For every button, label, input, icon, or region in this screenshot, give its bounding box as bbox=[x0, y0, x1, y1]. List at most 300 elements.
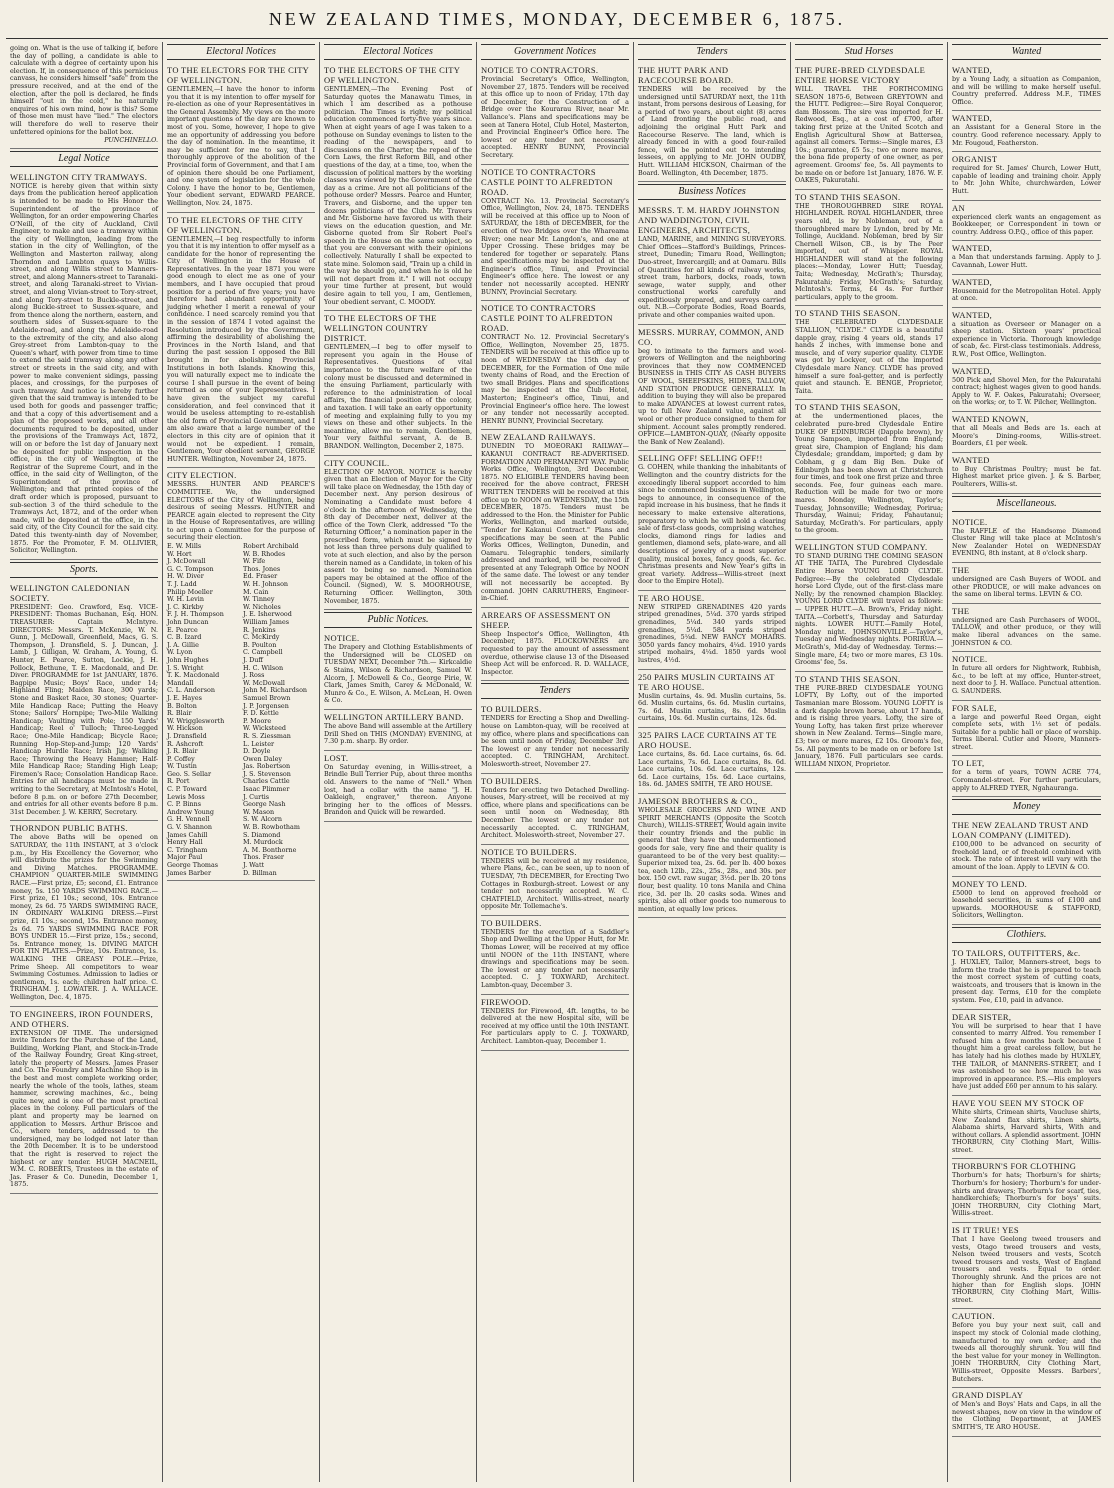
committee-name: W. Mason bbox=[243, 807, 275, 816]
ad-title: THE bbox=[952, 605, 970, 616]
ad-body: CONTRACT No. 13. Provincial Secretary's Office, Wellington, Nov. 24, 1875. TENDERS will be received at this office up to Noon of SATURDAY, the 18th of DECEMBER, for the erection of two Bridges over the Whareama River; one near Mr. Langdon's, and one at Upper Crossing. These bridges may be tendered for together or separately. Plans and specifications may be inspected at the Engineer's office, Tinui, and Provincial Engineer's office here. The lowest or any tender not necessarily accepted. HENRY BUNNY, Provincial Secretary. bbox=[481, 196, 629, 296]
ad-body: TENDERS for the erection of a Saddler's Shop and Dwelling at the Upper Hutt, for Mr. Thomas Lower, will be received at my office until NOON of the 11th INSTANT, where drawings and specifications may be seen. The lowest or any tender not necessarily accepted. C. J. TOXWARD, Architect. Lambton-quay, December 3. bbox=[481, 927, 629, 990]
committee-name: John M. Richardson bbox=[243, 686, 308, 695]
committee-name: C. B. Izard bbox=[167, 633, 202, 642]
committee-name: D. Billman bbox=[243, 868, 277, 877]
committee-name: P. Moore bbox=[243, 716, 272, 725]
advertisement bbox=[481, 63, 629, 165]
ad-body: NOTICE is hereby given that within sixty days from the publication hereof application is intended to be made to His Honor the Superintendent of the province of Wellington, for an order empowering Charles O'Neill, of the city of Auckland, Civil Engineer, to make and use a tramway within the city of Wellington, leading from the station in the city of Wellington, of the Wellington and Masterton railway, along Thorndon and Lambton quays to Willis-street, and along Willis street to Manners-street, and along Manners-street to Taranaki-street, and along Taranaki-street to Vivian-street, and along Vivian-street to Tory-street, and along Tory-street to Buckle-street, and along Buckle-street to Sussex-square, and from thence along the northern, eastern, and southern sides of Sussex-square to the Adelaide-road, and along the Adelaide-road to the extremity of the city, and also along Grey-street from Lambton-quay to the Queen's wharf, with power from time to time to extend the said tramway along any other street or streets in the said city, and with power to make convenient sidings, passing places, and crossings, for the purposes of such tramway. And notice is hereby further given that the said tramway is intended to be used both for goods and passenger traffic; and that a copy of this advertisement and a plan of the proposed works, and all other documents required to be deposited, under the provisions of the Tramways Act, 1872, will on or before the 1st day of January next be deposited for public inspection in the office, in the city of Wellington, of the Registrar of the Supreme Court, and in the office, in the said city of Wellington, of the Superintendent of the province of Wellington; and that printed copies of the draft order which is proposed, pursuant to sub-section 3 of the third schedule to the Tramways Act, 1872, and of the order when made, will be deposited at the office, in the said city, of the City Council for the said city. Dated this twenty-ninth day of November, 1875. For the Promoter, F. M. OLLIVIER, Solicitor, Wellington. bbox=[10, 181, 158, 555]
advertisement bbox=[481, 916, 629, 995]
committee-name: R. S. Ziessman bbox=[243, 731, 291, 740]
newspaper-columns bbox=[6, 42, 1108, 1482]
ad-title: ARREARS OF ASSESSMENT ON SHEEP. bbox=[481, 609, 611, 630]
ad-title: TE ARO HOUSE. bbox=[638, 592, 705, 603]
committee-name: J. Curtis bbox=[243, 792, 270, 801]
ad-title: TO THE ELECTORS OF THE WELLINGTON COUNTRY DISTRICT. bbox=[324, 313, 437, 344]
ad-body: TENDERS will be received at my residence, where Plans, &c., can be seen, up to noon of TUESDAY, 7th DECEMBER, for Erecting Two Cottages in Roxburgh-street. Lowest or any tender not necessarily accepted. W. C. CHATFIELD, Architect. Willis-street, nearly opposite Mr. Tollemache's. bbox=[481, 856, 629, 911]
advertisement bbox=[952, 1388, 1101, 1436]
ad-body: You will be surprised to hear that I have consented to marry Alfred. You remember I refused him a few months back because I thought him a great careless fellow, but he has lately had his clothes made by HUXLEY, THE TAILOR, of MANNERS-STREET, and I was astonished to see how much he was improved in appearance. P.S.—His employers have just added £60 per annum to his salary. bbox=[952, 1021, 1101, 1091]
committee-name: Owen Daley bbox=[243, 754, 283, 763]
advertisement bbox=[638, 728, 786, 794]
committee-name: Henry Hall bbox=[167, 838, 203, 847]
committee-name: C. P. Toward bbox=[167, 785, 207, 794]
ad-body: DUNEDIN TO MOEORAKI RAILWAY— KAKANUI CONTRACT RE-ADVERTISED. FORMATION AND PERMANENT WAY. Public Works Office, Wellington, 3rd December, 1875. NO ELIGIBLE TENDERS having been received for the above contract, FRESH WRITTEN TENDERS will be received at this office up to NOON on WEDNESDAY, the 15th DECEMBER, 1875. Tenders must be addressed to the Hon. the Minister for Public Works, Wellington, and marked outside, "Tender for Kakanui Contract." Plans and specifications may be seen at the Public Works Offices, Wellington, Dunedin, and Oamaru. Telegraphic tenders, similarly addressed and marked, will be received if presented at any Telegraph Office by NOON of the same date. The lowest or any tender will not necessarily be accepted. By command. JOHN CARRUTHERS, Engineer-in-Chief. bbox=[481, 442, 629, 603]
committee-name: James Cahill bbox=[167, 830, 208, 839]
ad-title: WANTED, bbox=[952, 276, 993, 287]
ad-body: GENTLEMEN,—The Evening Post of Saturday quotes the Manawatu Times, in which I am described as a pothouse politician. The Times is right; my political education commenced forty-five years since. When at eight years of age I was taken to a pothouse on Sunday evenings to listen to the reading of the newspapers, and to discussions on the Charter, the repeal of the Corn Laws, the first Reform Bill, and other questions of the day, at a time, too, when the discussion of political matters by the working classes was viewed by the Government of the day as a crime. Are not all politicians of the pothouse order? Messrs. Pearce and Hunter, Travers, and Gisborne, and the upper ten dozens politicians of the Club. Mr. Travers and Mr. Gisborne have favored us with their views on the education question, and Mr. Gisborne quoted from Sir Robert Peel's speech in the House on the same subject, so that you are conversant with their opinions collectively. Naturally I shall be expected to state mine. Solomon said, "Train up a child in the way he should go, and when he is old he will not depart from it." I will not occupy your time further at present, but would desire again to tell you, I am, Gentlemen, Your obedient servant, C. MOODY. bbox=[324, 85, 472, 306]
committee-name: J. A. Gillie bbox=[167, 640, 199, 649]
ad-body: Muslin curtains, 4s. 9d. Muslin curtains, 5s. 6d. Muslin curtains, 6s. 6d. Muslin curtains, 7s. 6d. Muslin curtains, 8s. 6d. Muslin curtains, 10s. 6d. Muslin curtains, 12s. 6d. bbox=[638, 691, 786, 723]
ad-title: FOR SALE, bbox=[952, 702, 997, 713]
committee-name: T. J. Ladd bbox=[167, 580, 197, 589]
ad-body: that all Meals and Beds are 1s. each at Moore's Dining-rooms, Willis-street. Boarders, £1 per week. bbox=[952, 424, 1101, 448]
ad-body: PRESIDENT: Geo. Crawford, Esq. VICE-PRESIDENT: Thomas Buchanan, Esq. HON. TREASURER: Captain McIntyre. DIRECTORS: Messrs. T. McKenzie, W. N. Gunn, J. McDowall, Greenfield, Macs, G. S. Thompson, J. Dransfield, S. J. Duncan, J. Lamb, J. Gilligan, W. Graham, A. Young, G. Hunter, E. Pearce, Sutton, Lockie, J. H. Pollock, Bethune, T. E. Macdonald, and Dr. Diver. PROGRAMME for 1st JANUARY, 1876. Bagpipe Music; Boys' Race, under 14; Highland Fling; Maiden Race, 300 yards; Stone and Basket Race, 30 stones; Quarter-Mile Handicap Race; Putting the Heavy Stone; Sailors' Hornpipe; Two-Mile Walking Handicap; Vaulting with Pole; 150 Yards' Handicap; Reel o' Tulloch; Three-Legged Race; One-Mile Handicap; Bicycle Race; Running Hop-Step-and-Jump; 120 Yards' Handicap Hurdle Race; Irish Jig; Walking Race; Throwing the Heavy Hammer; Half-Mile Handicap Race; Standing High Leap; Firemen's Race; Consolation Handicap Race. Entries for all handicaps must be made in writing to the Secretary, at McIntosh's Hotel, before 8 p.m. on or before 27th December, and entries for all other events before 8 p.m. 31st December. J. W. KERRY, Secretary. bbox=[10, 602, 158, 816]
section-heading: Electoral Notices bbox=[324, 44, 472, 60]
section-heading: Business Notices bbox=[638, 184, 786, 200]
ad-title: FIREWOOD. bbox=[481, 996, 531, 1007]
advertisement bbox=[481, 995, 629, 1051]
committee-name: M. Cain bbox=[243, 587, 269, 596]
committee-name: C. Tringham bbox=[167, 845, 208, 854]
ad-body: On Saturday evening, in Willis-street, a Brindle Bull Terrier Pup, about three months old. Answers to the name of "Nell." When lost, had a collar with the name "J. H. Oakleigh, engraver," thereon. Anyone bringing her to the offices of Messrs. Brandon and Quick will be rewarded. bbox=[324, 762, 472, 817]
committee-name: C. L. Anderson bbox=[167, 686, 215, 695]
advertisement bbox=[10, 42, 158, 149]
advertisement bbox=[952, 364, 1101, 412]
advertisement bbox=[481, 845, 629, 916]
ad-title: NOTICE TO BUILDERS. bbox=[481, 846, 577, 857]
advertisement bbox=[952, 756, 1101, 797]
ad-signature: PUNCHINELLO. bbox=[104, 136, 158, 145]
committee-name: Charles Cattle bbox=[243, 777, 290, 786]
advertisement bbox=[167, 63, 315, 213]
ad-body: undersigned are Cash Purchasers of WOOL, TALLOW, and other produce, or they will make liberal advances on the same. JOHNSTON & CO. bbox=[952, 615, 1101, 647]
ad-body: by a Young Lady, a situation as Companion, and will be willing to make herself useful. Country preferred. Address M.F., TIMES Office. bbox=[952, 75, 1101, 106]
advertisement bbox=[952, 563, 1101, 604]
committee-name: Thos. Fraser bbox=[243, 853, 284, 862]
ad-title: LOST. bbox=[324, 752, 349, 763]
committee-name: C. P. Binns bbox=[167, 800, 202, 809]
advertisement bbox=[638, 591, 786, 670]
advertisement bbox=[952, 201, 1101, 242]
ad-title: NOTICE TO CONTRACTORS CASTLE POINT TO ALFREDTON ROAD. bbox=[481, 166, 613, 197]
advertisement bbox=[795, 540, 943, 672]
ad-title: TO THE ELECTORS OF THE CITY OF WELLINGTON. bbox=[324, 65, 460, 85]
committee-name: J. Dransfield bbox=[167, 731, 207, 740]
advertisement bbox=[638, 670, 786, 728]
advertisement bbox=[952, 946, 1101, 1010]
ad-body: a large and powerful Reed Organ, eight complete sets, with 1½ set of pedals. Suitable for a public hall or place of worship. Terms liberal. Cutler and Moore, Manners-street. bbox=[952, 712, 1101, 751]
advertisement bbox=[795, 672, 943, 774]
ad-title: NEW ZEALAND RAILWAYS. bbox=[481, 432, 596, 443]
advertisement bbox=[638, 63, 786, 182]
committee-name: J. McDowall bbox=[167, 557, 206, 566]
advertisement bbox=[952, 1096, 1101, 1160]
column-4 bbox=[477, 42, 634, 1482]
section-heading: Legal Notice bbox=[10, 151, 158, 167]
section-heading: Miscellaneous. bbox=[952, 496, 1101, 512]
ad-title: TO TAILORS, OUTFITTERS, &c. bbox=[952, 948, 1081, 958]
ad-body: Sheep Inspector's Office, Wellington, 4th December, 1875. FLOCKOWNERS are requested to pay the amount of assessment overdue, otherwise clause 13 of the Diseased Sheep Act will be enforced. R. D. WALLACE, Inspector. bbox=[481, 629, 629, 676]
column-3 bbox=[320, 42, 477, 1482]
ad-title: WELLINGTON STUD COMPANY. bbox=[795, 541, 928, 552]
ad-title: NOTICE TO CONTRACTORS CASTLE POINT TO ALFREDTON ROAD. bbox=[481, 303, 613, 334]
ad-body: Before you buy your next suit, call and inspect my stock of Colonial made clothing, manufactured to my own order; and the tweeds all thoroughly shrunk. You will find the best value for your money in Wellington. JOHN THORBURN, City Clothing Mart, Willis-street, Opposite Messrs. Barbers', Butchers. bbox=[952, 1321, 1101, 1383]
ad-body: at the undermentioned places, the celebrated pure-bred Clydesdale Entire DUKE OF EDINBURGH (Dapple brown), by Young Sampson, imported from England; great sire, Champion of England; his dam Clydesdale; granddam, imported; g dam by Cobham, g g dam Big Ben. Duke of Edinburgh has been shown at Christchurch four times, and took one first prize and three seconds. Fee, four guineas each mare. Reduction will be made for two or more mares. Monday, Wellington, Taylor's; Tuesday, Johnsonville; Wednesday, Porirua; Thursday, Wainui; Friday, Pahautanui; Saturday, McGrath's. For particulars, apply to the groom. bbox=[795, 412, 943, 535]
ad-body: That I have Geelong tweed trousers and vests, Otago tweed trousers and vests, Nelson tweed trousers and vests, Scotch tweed trousers and vests, West of England trousers and vests. Equal to order. Thoroughly shrunk. And the prices are not higher than for English slops. JOHN THORBURN, City Clothing Mart, Willis-street. bbox=[952, 1235, 1101, 1304]
column-6 bbox=[791, 42, 948, 1482]
advertisement bbox=[638, 794, 786, 918]
section-heading: Sports. bbox=[10, 562, 158, 578]
committee-name: John Duncan bbox=[167, 618, 209, 626]
section-heading: Tenders bbox=[481, 683, 629, 699]
committee-name: R. Blair bbox=[167, 709, 192, 718]
ad-body: White shirts, Crimean shirts, Vaucluse shirts, New Zealand flax shirts, Linen shirts, Alabama shirts, Harvard shirts, With and without collars. A splendid assortment. JOHN THORBURN, City Clothing Mart, Willis-street. bbox=[952, 1107, 1101, 1154]
committee-name: G. V. Shannon bbox=[167, 823, 212, 832]
ad-title: THE PURE-BRED CLYDESDALE ENTIRE HORSE VICTORY bbox=[795, 65, 926, 85]
committee-name: J. P. Jorgensen bbox=[243, 701, 289, 710]
ad-title: GRAND DISPLAY bbox=[952, 1390, 1024, 1401]
ad-body: GENTLEMEN,—I beg to offer myself to represent you again in the House of Representatives. Questions of vital importance to the future welfare of the colony must be discussed and determined in the ensuing Parliament, particularly with reference to the administration of local affairs, the financial position of the colony, and taxation. I will take an early opportunity of meeting and explaining fully to you my views on these and other subjects. In the meantime, allow me to remain, Gentlemen, Your very faithful servant, A. de B. BRANDON. Wellington, December 2, 1875. bbox=[324, 343, 472, 450]
advertisement bbox=[952, 818, 1101, 876]
section-heading: Money bbox=[952, 799, 1101, 815]
ad-body: ELECTION OF MAYOR. NOTICE is hereby given that an Election of Mayor for the City will take place on Wednesday, the 15th day of December next. Any person desirous of Nominating a Candidate must before 4 o'clock in the afternoon of Wednesday, the 8th day of December next, deliver at the office of the Town Clerk, addressed "To the Returning Officer," a nomination paper in the prescribed form, which must be signed by not less than three persons duly qualified to vote at such election, and also by the person therein named as a Candidate, in token of his assent to being so named. Nomination papers may be obtained at the office of the Council. (Signed), W. S. MOORHOUSE, Returning Officer. Wellington, 30th November, 1875. bbox=[324, 467, 472, 605]
advertisement bbox=[952, 701, 1101, 757]
ad-body: an Assistant for a General Store in the country. Good reference necessary. Apply to Mr. Fougoud, Featherston. bbox=[952, 123, 1101, 147]
ad-title: AN bbox=[952, 202, 965, 213]
section-heading: Wanted bbox=[952, 44, 1101, 60]
ad-title: TO BUILDERS. bbox=[481, 704, 542, 715]
ad-body: EXTENSION OF TIME. The undersigned invite Tenders for the Purchase of the Land, Building, Working Plant, and Stock-in-Trade of the Railway Foundry, Great King-street, lately the property of Messrs. James Fraser and Co. The Foundry and Machine Shop is in the best and most complete working order, nearly the whole of the tools, lathes, steam hammer, screwing machines, &c., being quite new, and is one of the most practical places in the colony. Full particulars of the plant and property may be learned on application to Messrs. Arthur Briscoe and Co., where tenders, addressed to the undersigned, may be lodged not later than the 20th December. It is to be understood that the right is reserved to reject the highest or any tender. HUGH MACNEIL, W.M. C. ROBERTS, Trustees in the estate of Jas. Fraser & Co. Dunedin, December 1, 1875. bbox=[10, 1028, 158, 1189]
advertisement bbox=[324, 63, 472, 311]
ad-body: 500 Pick and Shovel Men, for the Pakuratahi contract; highest wages given to good hands. Apply to W. F. Oakes, Pakuratahi; Overseer, on the works; or, to T. W. Pilcher, Wellington. bbox=[952, 375, 1101, 407]
ad-body: beg to intimate to the farmers and wool-growers of Wellington and the neighboring provinces that they now COMMENCED BUSINESS in THIS CITY AS CASH BUYERS OF WOOL, SHEEPSKINS, HIDES, TALLOW, AND STATION PRODUCE GENERALLY. In addition to buying they will also be prepared to make ADVANCES at lowest current rates, up to full New Zealand value, against all wool or other produce consigned to them for shipment. Account sales promptly rendered. OFFICE—LAMBTON-QUAY, (Nearly opposite the Bank of New Zealand). bbox=[638, 346, 786, 446]
advertisement bbox=[952, 1223, 1101, 1309]
committee-names bbox=[167, 543, 315, 877]
advertisement bbox=[10, 170, 158, 560]
advertisement bbox=[10, 1007, 158, 1194]
ad-title: 325 PAIRS LACE CURTAINS AT TE ARO HOUSE. bbox=[638, 730, 777, 750]
advertisement bbox=[952, 1309, 1101, 1388]
ad-title: TO THE ELECTORS FOR THE CITY OF WELLINGTON. bbox=[167, 65, 309, 85]
committee-name: James Barber bbox=[167, 868, 212, 877]
column-2 bbox=[163, 42, 320, 1482]
ad-title: THE NEW ZEALAND TRUST AND LOAN COMPANY (LIMITED). bbox=[952, 820, 1089, 841]
ad-title: WANTED, bbox=[952, 65, 993, 75]
advertisement bbox=[481, 774, 629, 845]
advertisement bbox=[481, 608, 629, 682]
ad-body: The Drapery and Clothing Establishments of the Undersigned will be CLOSED on TUESDAY NEXT, December 7th.— Kirkcaldie & Stains, Wilson & Richardson, Samuel W. Alcorn, J. McDowell & Co., George Pirie, W. Clark, James Smith, Carey & McDonald, W. Munro & Co., E. Wilson, A. McLean, H. Owen & Co. bbox=[324, 643, 472, 705]
ad-body: TO STAND DURING THE COMING SEASON AT THE TAITA, The Purebred Clydesdale Entire Horse YOUNG LORD CLYDE. Pedigree:—By the celebrated Clydesdale horse Lord Clyde, out of the first-class mare Nelly; by the renowned champion Blackley. YOUNG LORD CLYDE will travel as follows:— UPPER HUTT.—A. Brown's, Friday night. TAITA.—Corbett's, Thursday and Saturday nights. LOWER HUTT.—Family Hotel, Monday night. JOHNSONVILLE.—Taylor's, Tuesday and Wednesday nights. PORIRUA.—McGrath's, Mid-day of Wednesday. Terms:—Single mare, £4; two or more mares, £3 10s. Grooms' fee, 5s. bbox=[795, 551, 943, 667]
committee-name: Robert Archibald bbox=[243, 542, 299, 551]
advertisement bbox=[324, 710, 472, 751]
ad-title: THE bbox=[952, 564, 970, 575]
committee-name: P. Coffey bbox=[167, 754, 195, 763]
committee-name: F. J. H. Thompson bbox=[167, 610, 224, 619]
ad-title: IS IT TRUE! YES bbox=[952, 1225, 1019, 1236]
ad-title: WANTED KNOWN, bbox=[952, 414, 1029, 425]
committee-name: A. M. Bonthorne bbox=[243, 845, 297, 854]
committee-name: Samuel Brown bbox=[243, 693, 291, 702]
committee-name: Andrew Young bbox=[167, 807, 214, 816]
ad-title: TO STAND THIS SEASON. bbox=[795, 308, 901, 319]
committee-name: Isaac Plimmer bbox=[243, 785, 290, 794]
ad-body: The RAFFLE of the Handsome Diamond Cluster Ring will take place at McIntosh's New Zealander Hotel on WEDNESDAY EVENING, 8th instant, at 8 o'clock sharp. bbox=[952, 526, 1101, 558]
advertisement bbox=[481, 430, 629, 607]
committee-name: J. R. Blair bbox=[167, 747, 198, 756]
advertisement bbox=[324, 456, 472, 611]
committee-name: Mandall bbox=[167, 678, 194, 687]
committee-name: H. W. Diver bbox=[167, 572, 204, 581]
advertisement bbox=[324, 311, 472, 455]
committee-name: E. Pearce bbox=[167, 625, 198, 634]
committee-name: J. Duff bbox=[243, 655, 263, 664]
advertisement bbox=[481, 301, 629, 430]
advertisement bbox=[324, 631, 472, 710]
ad-title: HAVE YOU SEEN MY STOCK OF bbox=[952, 1097, 1084, 1108]
committee-name: W. B. Rowbotham bbox=[243, 823, 300, 832]
advertisement bbox=[10, 581, 158, 822]
committee-name: C. McKirdy bbox=[243, 633, 280, 642]
committee-name: J. E. Isherwood bbox=[243, 610, 292, 619]
ad-title: MONEY TO LEND. bbox=[952, 878, 1028, 889]
ad-body: to Buy Christmas Poultry; must be fat. Highest market price given. J. & S. Barber, Poulterers, Willis-st. bbox=[952, 464, 1101, 488]
committee-name: Lewis Moss bbox=[167, 792, 205, 801]
ad-body: TENDERS for Firewood, 4ft. lengths, to be delivered at the new Hospital site, will be received at my office until the 10th INSTANT. For particulars apply to C. J. TOXWARD, Architect. Lambton-quay, December 1. bbox=[481, 1006, 629, 1045]
section-heading: Electoral Notices bbox=[167, 44, 315, 60]
advertisement bbox=[952, 604, 1101, 652]
ad-body: The above Band will assemble at the Artillery Drill Shed on THIS (MONDAY) EVENING, at 7.30 p.m. sharp. By order. bbox=[324, 721, 472, 746]
section-heading: Stud Horses bbox=[795, 44, 943, 60]
section-heading: Public Notices. bbox=[324, 612, 472, 628]
ad-body: TENDERS for Erecting a Shop and Dwelling-house on Lambton-quay, will be received at my office, where plans and specifications can be seen until noon of Friday, December 3rd. The lowest or any tender not necessarily accepted. C. TRINGHAM, Architect. Molesworth-street, November 27. bbox=[481, 714, 629, 768]
ad-title: SELLING OFF! SELLING OFF!! bbox=[638, 453, 763, 464]
committee-name: John Hughes bbox=[167, 655, 209, 664]
advertisement bbox=[952, 652, 1101, 700]
ad-title: WELLINGTON ARTILLERY BAND. bbox=[324, 711, 464, 722]
ad-body: GENTLEMEN,—I have the honor to inform you that it is my intention to offer myself for re-election as one of your Representatives in the General Assembly. My views on the more important questions of the day are known to most of you. Some, however, I hope to give me an opportunity of addressing you before the day of nomination. In the meantime, it may be sufficient for me to say, that I thoroughly approve of the abolition of the Provincial form of Government, and that I am of opinion there should be one Parliament, and one system of legislation for the whole Colony. I have the honor to be, Gentlemen, Your obedient servant, EDWARD PEARCE. Wellington, Nov. 24, 1875. bbox=[167, 85, 315, 207]
committee-name: W. McDowall bbox=[243, 678, 285, 687]
committee-name: W. H. Levin bbox=[167, 595, 204, 604]
committee-name: R. Port bbox=[167, 777, 190, 786]
ad-title: NOTICE. bbox=[324, 633, 360, 644]
ad-body: In future all orders for Nightwork, Rubbish, &c., to be left at my office, Hunter-street, next door to J. H. Wallace. Punctual attention. G. SAUNDERS. bbox=[952, 664, 1101, 695]
committee-name: H. C. Wilson bbox=[243, 663, 284, 672]
ad-body: TENDERS will be received by the undersigned until SATURDAY next, the 11th instant, from persons desirous of Leasing, for a period of two years, about eight (8) acres of Land fronting the public road, and adjoining the original Hutt Park and Racecourse Reserve. The land, which is already fenced in with a good four-railed fence, will be pointed out to intending lessees, on applying to Mr. JOHN OUDBY, Hutt. WILLIAM HICKSON, Chairman of the Board. Wellington, 4th December, 1875. bbox=[638, 85, 786, 177]
ad-body: £5000 to lend on approved freehold or leasehold securities, in sums of £100 and upwards. MOORHOUSE & STAFFORD, Solicitors, Wellington. bbox=[952, 888, 1101, 920]
committee-name: W. Lyon bbox=[167, 648, 193, 657]
committee-name: B. Poulton bbox=[243, 640, 277, 649]
committee-name: J. S. Stevenson bbox=[243, 769, 291, 778]
advertisement bbox=[481, 702, 629, 773]
ad-body: Thorburn's for hats; Thorburn's for shirts; Thorburn's for hosiery; Thorburn's for under-shirts and drawers; Thorburn's for scarf, ties, handkerchiefs; Thorburn's for boys' suits. JOHN THORBURN, City Clothing Mart, Willis-street. bbox=[952, 1171, 1101, 1218]
ad-body: NEW STRIPED GRENADINES 420 yards striped grenadines, 5¼d. 370 yards striped grenadines, 5¼d. 340 yards striped grenadines, 5¼d. 584 yards striped grenadines, 5¼d. NEW FANCY MOHAIRS. 3050 yards fancy mohairs, 4¼d. 1910 yards striped mohairs, 4¼d. 1850 yards wool lustres, 4½d. bbox=[638, 602, 786, 665]
advertisement bbox=[952, 1159, 1101, 1223]
advertisement bbox=[324, 751, 472, 822]
ad-body: MESSRS. HUNTER AND PEARCE'S COMMITTEE. We, the undersigned ELECTORS of the City of Wellington, being desirous of seeing Messrs. HUNTER and PEARCE again elected to represent the City in the House of Representatives, are willing to act upon a Committee for the purpose of securing their election. bbox=[167, 480, 315, 542]
ad-title: WANTED, bbox=[952, 309, 993, 320]
ad-body: G. COHEN, while thanking the inhabitants of Wellington and the country districts for the exceedingly liberal support accorded to him since he commenced business in Wellington, begs to announce, in consequence of the rapid increase in his business, that he finds it necessary to make extensive alterations, preparatory to which he will hold a clearing sale of first-class goods, comprising watches, clocks, diamond rings for ladies and gentlemen, diamond sets, plate-ware, and all descriptions of jewelry of a most superior quality, musical boxes, fancy goods, &c. &c. Christmas presents and New Year's gifts in great variety. Address—Willis-street (next door to the Empire Hotel). bbox=[638, 463, 786, 586]
ad-body: Provincial Secretary's Office, Wellington, November 27, 1875. Tenders will be received at this office up to noon of Friday, 17th day of December, for the Construction of a Bridge over the Kourarau River, near Mr. Vallance's. Plans and specifications may be seen at Tanera Hotel, Club Hotel, Masterton, and Provincial Engineer's Office here. The lowest or any tender not necessarily accepted. HENRY BUNNY, Provincial Secretary. bbox=[481, 75, 629, 159]
ad-body: GENTLEMEN,—I beg respectfully to inform you that it is my intention to offer myself as a candidate for the honor of representing the City of Wellington in the House of Representatives. In the year 1871 you were good enough to elect me as one of your members, and I have occupied that proud position for a period of five years; you have therefore had abundant opportunity of judging whether I merit a renewal of your confidence. I need scarcely remind you that in the session of 1874 I voted against the Resolution introduced by the Government, affirming the desirability of abolishing the Provinces in the North Island, and that during the past session I opposed the Bill brought in for abolishing Provincial Institutions in both Islands. Knowing this, you will naturally expect me to indicate the course I shall pursue in the event of being returned as one of your Representatives. I have given the subject my careful consideration, and feel convinced that it would be useless attempting to re-establish the old form of Provincial Government, and I am also aware that a large number of the electors in this city are of opinion that it would not be expedient. I remain, Gentlemen, Your obedient servant, GEORGE HUNTER. Wellington, November 24, 1875. bbox=[167, 234, 315, 463]
ad-body: of Men's and Boys' Hats and Caps, in all the newest shapes, now on view in the window of the Clothing Department, at JAMES SMITH'S, TE ARO HOUSE. bbox=[952, 1400, 1101, 1431]
committee-name: W. B. Rhodes bbox=[243, 549, 286, 558]
ad-body: a situation as Overseer or Manager on a sheep station. Sixteen years' practical experience in Victoria. Thorough knowledge of scab, &c. First-class testimonials. Address, R.W., Post Office, Wellington. bbox=[952, 319, 1101, 359]
committee-name: W. Tustin bbox=[167, 762, 197, 771]
advertisement bbox=[795, 400, 943, 540]
advertisement bbox=[795, 190, 943, 307]
ad-body: THE THOROUGHBRED SIRE ROYAL HIGHLANDER. ROYAL HIGHLANDER, three years old, is by Nobleman, out of a thoroughbred mare by Lyndon, bred by Mr. Tollinge, Auckland. Nobleman, bred by Sir Chernell Wilson, CB., is by The Peer imported, out of Whisper. ROYAL HIGHLANDER will stand at the following places:—Monday, Lower Hutt; Tuesday, Taita; Wednesday, McGrath's; Thursday, Pakuratahi; Friday, McGrath's; Saturday, McIntosh's. Terms, £4 4s. For further particulars, apply to the groom. bbox=[795, 201, 943, 301]
advertisement bbox=[795, 63, 943, 190]
advertisement bbox=[167, 213, 315, 469]
advertisement bbox=[10, 821, 158, 1006]
advertisement bbox=[952, 877, 1101, 925]
ad-title: MESSRS. MURRAY, COMMON, AND CO. bbox=[638, 326, 785, 347]
committee-name: W. Hort bbox=[167, 549, 192, 558]
column-1 bbox=[6, 42, 163, 1482]
advertisement bbox=[795, 306, 943, 400]
ad-title: WANTED bbox=[952, 454, 990, 465]
ad-title: CITY ELECTION. bbox=[167, 470, 237, 481]
ad-body: CONTRACT No. 12. Provincial Secretary's Office, Wellington, November 25, 1875. TENDERS will be received at this office up to noon of WEDNESDAY the 15th day of DECEMBER, for the Formation of One mile twenty chains of Road, and the Erection of two small Bridges. Plans and specifications may be inspected at the Club Hotel, Masterton; Engineer's office, Tinui, and Provincial Engineer's office here. The lowest or any tender not necessarily accepted. HENRY BUNNY, Provincial Secretary. bbox=[481, 333, 629, 425]
ad-title: TO ENGINEERS, IRON FOUNDERS, AND OTHERS. bbox=[10, 1008, 154, 1029]
committee-name: G. C. Tompson bbox=[167, 564, 214, 573]
ad-body: WILL TRAVEL THE FORTHCOMING SEASON 1875-6, Between GREYTOWN and the HUTT. Pedigree:—Sire Royal Conqueror, dam Blossom. The sire was imported for H. Redwood, Esq., at a cost of £700, after taking first prize at the United Scotch and English Agricultural Show at Battersea, against all comers. Terms:—Single mares, £3 10s.; guarantee, £5 5s.; two or more mares, the bona fide property of one owner, as per agreement. Grooms' fee, 5s. All payments to be made on or before 1st January, 1876. W. F. OAKES, Pakuratahi. bbox=[795, 85, 943, 185]
advertisement bbox=[481, 165, 629, 302]
ad-title: TO BUILDERS. bbox=[481, 917, 542, 928]
committee-name: Jas. Robertson bbox=[243, 762, 291, 771]
committee-name: S. Diamond bbox=[243, 830, 281, 839]
committee-name: William James bbox=[243, 618, 290, 626]
advertisement bbox=[952, 515, 1101, 563]
ad-title: WELLINGTON CALEDONIAN SOCIETY. bbox=[10, 582, 131, 603]
committee-name: J. C. Kirkby bbox=[167, 602, 204, 611]
section-heading: Tenders bbox=[638, 44, 786, 60]
ad-title: JAMESON BROTHERS & CO., bbox=[638, 795, 758, 806]
ad-title: TO STAND THIS SEASON, bbox=[795, 402, 901, 413]
ad-title: TO BUILDERS. bbox=[481, 775, 542, 786]
ad-title: TO STAND THIS SEASON. bbox=[795, 673, 901, 684]
committee-name: Philip Moeller bbox=[167, 587, 213, 596]
committee-name: W. Nicholes bbox=[243, 602, 281, 611]
advertisement bbox=[952, 152, 1101, 200]
ad-title: WANTED, bbox=[952, 113, 993, 124]
ad-title: ORGANIST bbox=[952, 154, 998, 165]
ad-title: THE HUTT PARK AND RACECOURSE BOARD. bbox=[638, 65, 734, 85]
committee-name: R. Ashcroft bbox=[167, 739, 204, 748]
ad-body: a Man that understands farming. Apply to J. Cavannah, Lower Hutt. bbox=[952, 253, 1101, 269]
ad-body: Lace curtains, 8s. 6d. Lace curtains, 6s. 6d. Lace curtains, 7s. 6d. Lace curtains, 8s. 6d. Lace curtains, 10s. 6d. Lace curtains, 12s. 6d. Lace curtains, 15s. 6d. Lace curtains, 18s. 6d. JAMES SMITH, TE ARO HOUSE. bbox=[638, 750, 786, 789]
ad-title: WANTED, bbox=[952, 365, 993, 376]
ad-body: Housemaid for the Metropolitan Hotel. Apply at once. bbox=[952, 286, 1101, 303]
ad-body: experienced clerk wants an engagement as Bookkeeper, or Correspondent in town or country. Address O.P.Q., office of this paper. bbox=[952, 212, 1101, 236]
committee-name: D. Doyle bbox=[243, 747, 271, 756]
advertisement bbox=[638, 203, 786, 325]
committee-name: Ed. Fraser bbox=[243, 572, 278, 581]
committee-name: R. Jenkins bbox=[243, 625, 276, 634]
advertisement bbox=[952, 308, 1101, 364]
column-7 bbox=[948, 42, 1105, 1482]
ad-body: LAND, MARINE, and MINING SURVEYORS. Chief Offices—Stafford's Buildings, Princes-street, Dunedin; Timaru Road, Wellington; Duo-street, Invercargill; and at Oamaru. Bills of Quantities for all kinds of railway works, street tram, harbors, docks, roads, town sewage, water supply, and other constructional works carefully and expeditiously prepared, and surveys carried out. N.B.—Corporate Bodies, Road Boards, private and other companies waited upon. bbox=[638, 235, 786, 320]
committee-name: George Thomas bbox=[167, 861, 219, 869]
committee-name: L. Leister bbox=[243, 739, 275, 748]
masthead-title: NEW ZEALAND TIMES, MONDAY, DECEMBER 6, 1875. bbox=[268, 9, 846, 29]
advertisement bbox=[952, 63, 1101, 111]
committee-name: Thos. Jones bbox=[243, 564, 281, 573]
committee-name: Geo. S. Sellar bbox=[167, 769, 212, 778]
ad-title: TO THE ELECTORS OF THE CITY OF WELLINGTON. bbox=[167, 214, 303, 235]
ad-body: J. HUXLEY, Tailor, Manners-street, begs to inform the trade that he is prepared to teach the most correct system of cutting coats, waistcoats, and trousers that is known in the present day. Terms, £10 for the complete system. Fee, £10, paid in advance. bbox=[952, 958, 1101, 1004]
ad-title: THORNDON PUBLIC BATHS. bbox=[10, 823, 128, 834]
committee-name: W. Wicksteed bbox=[243, 724, 286, 733]
ad-title: NOTICE TO CONTRACTORS. bbox=[481, 65, 599, 75]
committee-name: G. H. Vennell bbox=[167, 815, 210, 824]
committee-name: W. Hickson bbox=[167, 724, 203, 733]
column-5 bbox=[634, 42, 791, 1482]
section-heading: Clothiers. bbox=[952, 927, 1101, 943]
committee-name: Major Paul bbox=[167, 853, 203, 862]
ad-body: for a term of years, TOWN ACRE 774, Coromandel-street. For further particulars, apply to ALFRED TYER, Ngahauranga. bbox=[952, 768, 1101, 792]
ad-body: going on. What is the use of talking if, before the day of polling, a candidate is able to calculate with a degree of certainty upon his election. If, in consequence of this pernicious canvass, he considers himself "safe" from the pressure received, and at the end of the election, after the poll is declared, he finds himself "out in the cold," he naturally enquires of his own mind, how is this? Some of those men must have "lied." The electors will therefore do well to reserve their unfettered opinions for the ballot box. bbox=[10, 44, 158, 136]
committee-name: J. Watt bbox=[243, 861, 265, 869]
ad-body: £100,000 to be advanced on security of freehold land, or of freehold combined with stock. The rate of interest will vary with the amount of the loan. Apply to LEVIN & CO. bbox=[952, 840, 1101, 872]
ad-body: THE PURE-BRED CLYDESDALE YOUNG LOFTY, By Lofty, out of the imported Tasmanian mare Blossom. YOUNG LOFTY is a dark dapple brown horse, about 17 hands, and is rising three years. Lofty, the sire of Young Lofty, has taken first prize wherever shown in New Zealand. Terms—Single mare, £3; two or more mares, £2 10s. Groom's fee, 5s. All payments to be made on or before 1st January, 1876. Full particulars see cards. WILLIAM NIXON, Proprietor. bbox=[795, 683, 943, 768]
ad-title: DEAR SISTER, bbox=[952, 1011, 1012, 1022]
committee-name: J. Ross bbox=[243, 671, 265, 680]
advertisement bbox=[167, 468, 315, 881]
committee-name: S. W. Alcorn bbox=[243, 815, 282, 824]
ad-title: NOTICE. bbox=[952, 654, 988, 665]
ad-title: 250 PAIRS MUSLIN CURTAINS AT TE ARO HOUSE. bbox=[638, 671, 775, 692]
masthead-rule bbox=[6, 38, 1108, 39]
committee-name: J. S. Wright bbox=[167, 663, 204, 672]
committee-name: C. Campbell bbox=[243, 648, 283, 657]
ad-body: THE CELEBRATED CLYDESDALE STALLION, "CLYDE." CLYDE is a beautiful dapple gray, rising 4 years old, stands 17 hands 2 inches, with immense bone and muscle, and of very superior quality. CLYDE was got by Lockyer, out of the imported Clydesdale mare Nancy. CLYDE has proved himself a sure foal-getter, and is perfectly quiet and staunch. E. BENGE, Proprietor, Taita. bbox=[795, 318, 943, 395]
ad-title: MESSRS. T. M. HARDY JOHNSTON AND WADDINGTON, CIVIL ENGINEERS, ARCHITECTS, bbox=[638, 205, 780, 236]
ad-title: NOTICE. bbox=[952, 516, 988, 527]
ad-body: The above Baths will be opened on SATURDAY, the 11th INSTANT, at 3 o'clock p.m., by His Excellency the Governor, who will distribute the prizes for the Swimming and Diving Matches. PROGRAMME. CHAMPION QUARTER-MILE SWIMMING RACE.—First prize, £5; second, £1. Entrance money, 5s. 150 YARDS SWIMMING RACE.—First prize, £1 10s.; second, 10s. Entrance money, 2s 6d. 75 YARDS SWIMMING RACE, IN ORDINARY WALKING DRESS.—First prize, £1 10s.; second, 15s. Entrance money, 2s 6d. 75 YARDS SWIMMING RACE FOR BOYS UNDER 15.—First prize, 15s.; second, 5s. Entrance money, 1s. DIVING MATCH FOR TIN PLATES.—Prize, 10s. Entrance, 1s. WALKING THE GREASY POLE.—Prize, Prime Sheep. All competitors to wear Swimming Costumes. Admission to ladies or gentlemen, 1s. each; children half price. C. TRINGHAM. J. LOWATER. J. A. WALLACE. Wellington, Dec. 4, 1875. bbox=[10, 833, 158, 1001]
committee-name: F. D. Kettle bbox=[243, 709, 279, 718]
committee-name: E. W. Mills bbox=[167, 542, 202, 551]
advertisement bbox=[952, 412, 1101, 453]
ad-body: WHOLESALE GROCERS AND WINE AND SPIRIT MERCHANTS (Opposite the Scotch Church), WILLIS-STREET, Would again invite their country friends and the public in general that they have the undermentioned goods for sale, very fine and their quality is guaranteed to be of the very best quality:— Superior mixed tea, 2s. 6d. per lb. 400 boxes tea, each 12lb., 22s., 25s., 28s., and 30s. per box. 150 cwt. raw sugar, 3½d. per lb. 20 tons flour, best quality. 10 tons Manila and China rice, 3d. per lb. 20 casks soda. Wines and spirits, also all other goods too numerous to mention, at equally low prices. bbox=[638, 805, 786, 913]
ad-title: WELLINGTON CITY TRAMWAYS. bbox=[10, 171, 148, 182]
ad-title: TO STAND THIS SEASON. bbox=[795, 191, 901, 202]
ad-body: Tenders for erecting two Detached Dwelling-houses, Mary-street, will be received at my office, where plans and specifications can be seen until noon on Wednesday, 8th December. The lowest or any tender not necessarily accepted. C. TRINGHAM, Architect. Molesworth-street, November 27. bbox=[481, 785, 629, 840]
ad-body: undersigned are Cash Buyers of WOOL and other PRODUCE, or will make advances on the same on liberal terms. LEVIN & CO. bbox=[952, 574, 1101, 599]
advertisement bbox=[952, 1010, 1101, 1096]
committee-name: W. H. Johnson bbox=[243, 580, 289, 589]
committee-name: W. Tinney bbox=[243, 595, 275, 604]
committee-name: W. Fife bbox=[243, 557, 266, 566]
committee-name: T. K. Macdonald bbox=[167, 671, 220, 680]
ad-title: WANTED, bbox=[952, 243, 993, 254]
committee-name: W. Wrigglesworth bbox=[167, 716, 225, 725]
ad-body: required for St. James' Church, Lower Hutt, capable of leading and training choir. Apply to Mr. John White, churchwarden, Lower Hutt. bbox=[952, 164, 1101, 195]
advertisement bbox=[952, 241, 1101, 274]
section-heading: Government Notices bbox=[481, 44, 629, 60]
advertisement bbox=[952, 111, 1101, 152]
ad-title: THORBURN'S FOR CLOTHING bbox=[952, 1161, 1077, 1172]
advertisement bbox=[638, 325, 786, 452]
advertisement bbox=[952, 453, 1101, 494]
ad-title: TO LET, bbox=[952, 758, 985, 769]
advertisement bbox=[638, 451, 786, 591]
committee-name: B. Bolton bbox=[167, 701, 197, 710]
ad-title: CAUTION. bbox=[952, 1311, 995, 1322]
committee-name: George Nash bbox=[243, 800, 286, 809]
committee-name: M. Murdock bbox=[243, 838, 283, 847]
committee-name: J. E. Hayes bbox=[167, 693, 202, 702]
